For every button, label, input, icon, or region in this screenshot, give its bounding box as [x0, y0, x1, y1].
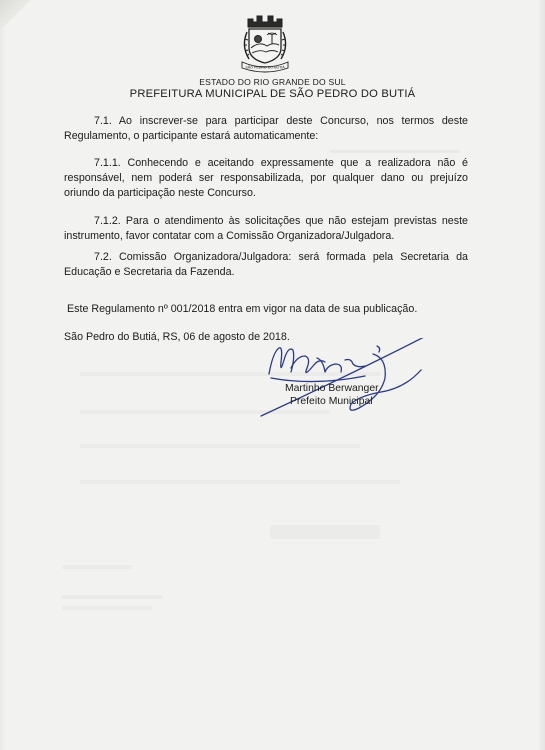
clause-7-2-text: 7.2. Comissão Organizadora/Julgadora: será formada pela Secretaria da Educação e Secretaria da Fazenda.	[64, 251, 468, 278]
show-through-mark	[80, 444, 360, 448]
folded-corner	[0, 0, 30, 30]
clause-7-1-1	[64, 156, 468, 201]
crest-motto: SÃO PEDRO DO BUTIÁ	[245, 65, 285, 70]
signatory-role: Prefeito Municipal	[290, 396, 373, 407]
show-through-mark	[62, 606, 152, 610]
state-heading: ESTADO DO RIO GRANDE DO SUL	[199, 77, 346, 87]
clause-7-1-2-text: 7.1.2. Para o atendimento às solicitações que não estejam previstas neste instrumento, favor contatar com a Comissão Organizadora/Julgadora.	[64, 215, 468, 242]
clause-7-1	[64, 114, 468, 144]
municipality-heading: PREFEITURA MUNICIPAL DE SÃO PEDRO DO BUTIÁ	[129, 88, 416, 100]
show-through-mark	[62, 565, 132, 569]
clause-7-1-text: 7.1. Ao inscrever-se para participar deste Concurso, nos termos deste Regulamento, o participante estará automaticamente:	[64, 115, 468, 142]
handwritten-signature	[255, 338, 425, 420]
show-through-mark	[80, 480, 400, 484]
show-through-mark	[330, 150, 460, 153]
effective-date-statement: Este Regulamento nº 001/2018 entra em vigor na data de sua publicação.	[67, 303, 418, 315]
show-through-mark	[62, 595, 162, 599]
clause-7-2	[64, 250, 468, 280]
municipal-crest-icon	[236, 12, 294, 74]
signatory-name: Martinho Berwanger	[285, 383, 379, 394]
place-and-date: São Pedro do Butiá, RS, 06 de agosto de 2018.	[64, 331, 290, 343]
clause-7-1-1-text: 7.1.1. Conhecendo e aceitando expressamente que a realizadora não é responsável, nem poderá ser responsabilizada, por qualquer dano ou prejuízo oriundo da participação neste Concurso.	[64, 157, 468, 199]
clause-7-1-2	[64, 214, 468, 244]
show-through-mark	[270, 525, 380, 539]
